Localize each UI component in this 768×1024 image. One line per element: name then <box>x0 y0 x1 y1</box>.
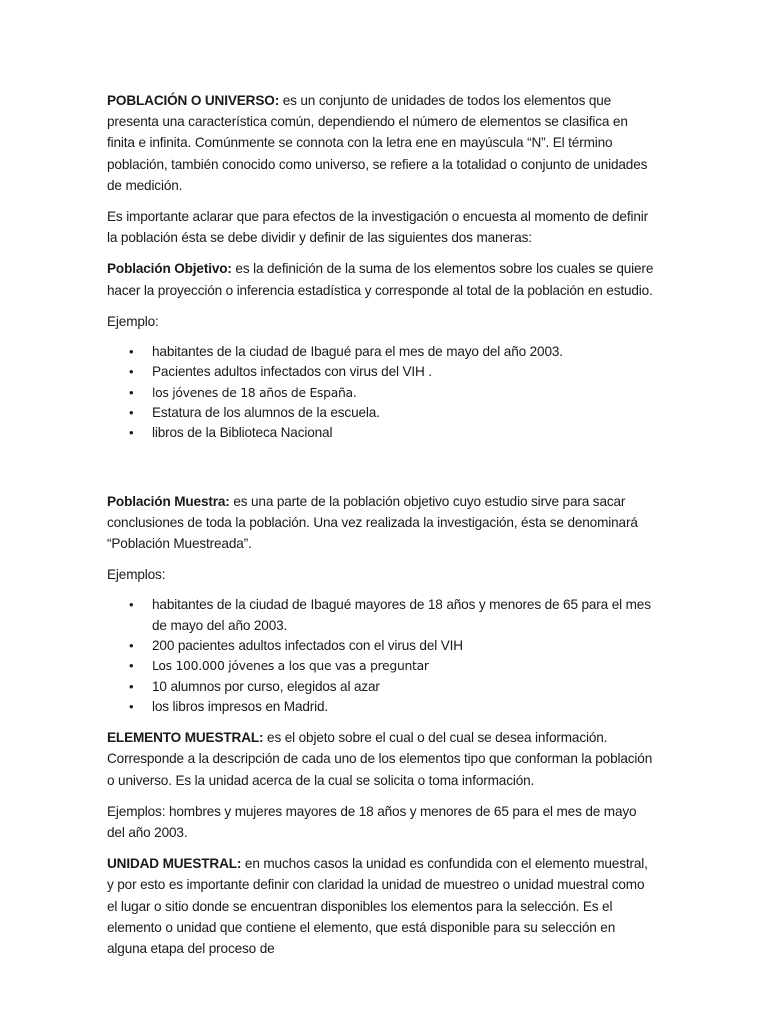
definition-unidad-muestral: en muchos casos la unidad es confundida con el elemento muestral, y por esto es importante definir con claridad la unidad de muestreo o unidad muestral como el lugar o sitio donde se encuentran disponibles los elementos para la selección. Es el elemento o unidad que contiene el elemento, que está disponible para su selección en alguna etapa del proceso de <box>107 856 648 956</box>
bullet-icon: • <box>129 364 134 380</box>
list-item-text: Estatura de los alumnos de la escuela. <box>152 404 380 420</box>
list-item-text: Los 100.000 jóvenes a los que vas a preguntar <box>152 658 429 674</box>
list-item-text: 200 pacientes adultos infectados con el virus del VIH <box>152 637 463 653</box>
list-item <box>107 656 655 676</box>
paragraph-poblacion-universo <box>107 90 655 196</box>
ejemplos-label: Ejemplos: <box>107 567 166 583</box>
paragraph-unidad-muestral <box>107 853 655 959</box>
ejemplo-label: Ejemplo: <box>107 313 159 329</box>
definition-poblacion-universo: es un conjunto de unidades de todos los elementos que presenta una característica común, dependiendo el número de elementos se clasifica en finita e infinita. Comúnmente se connota con la letra ene en mayúscula “N”. El término población, también conocido como universo, se refiere a la totalidad o conjunto de unidades de medición. <box>107 93 648 193</box>
term-poblacion-objetivo: Población Objetivo: <box>107 261 232 277</box>
paragraph-poblacion-muestra <box>107 491 655 555</box>
bullet-icon: • <box>129 637 134 653</box>
list-item <box>107 697 655 717</box>
list-item <box>107 383 655 403</box>
paragraph-poblacion-objetivo <box>107 258 655 300</box>
bullet-icon: • <box>129 678 134 694</box>
list-item <box>107 677 655 697</box>
bullet-icon: • <box>129 698 134 714</box>
bullet-icon: • <box>129 658 134 674</box>
list-item-text: Pacientes adultos infectados con virus del VIH . <box>152 364 432 380</box>
bullet-icon: • <box>129 344 134 360</box>
list-item <box>107 595 655 636</box>
list-item <box>107 636 655 656</box>
bullet-icon: • <box>129 597 134 613</box>
definition-poblacion-muestra: es una parte de la población objetivo cuyo estudio sirve para sacar conclusiones de toda la población. Una vez realizada la investigación, ésta se denominará “Población Muestreada”. <box>107 493 638 551</box>
definition-elemento-muestral: es el objeto sobre el cual o del cual se desea información. Corresponde a la descripción de cada uno de los elementos tipo que conforman la población o universo. Es la unidad acerca de la cual se solicita o toma información. <box>107 730 653 788</box>
term-poblacion-universo: POBLACIÓN O UNIVERSO: <box>107 93 280 108</box>
paragraph-ejemplos: Ejemplos: hombres y mujeres mayores de 18 años y menores de 65 para el mes de mayo del año 2003. <box>107 803 637 840</box>
paragraph-elemento-muestral <box>107 727 655 791</box>
bullet-icon: • <box>129 404 134 420</box>
spacer <box>107 454 655 491</box>
list-item-text: habitantes de la ciudad de Ibagué mayores de 18 años y menores de 65 para el mes de mayo del año 2003. <box>152 597 651 633</box>
list-item-text: 10 alumnos por curso, elegidos al azar <box>152 678 380 694</box>
term-unidad-muestral: UNIDAD MUESTRAL: <box>107 856 242 872</box>
bullet-icon: • <box>129 384 134 400</box>
definition-poblacion-objetivo: es la definición de la suma de los elementos sobre los cuales se quiere hacer la proyección o inferencia estadística y corresponde al total de la población en estudio. <box>107 261 654 298</box>
list-item-text: los libros impresos en Madrid. <box>152 698 329 714</box>
list-item-text: habitantes de la ciudad de Ibagué para el mes de mayo del año 2003. <box>152 344 563 360</box>
paragraph-intro: Es importante aclarar que para efectos de la investigación o encuesta al momento de definir la población ésta se debe dividir y definir de las siguientes dos maneras: <box>107 209 648 246</box>
document-page <box>107 90 655 969</box>
list-item-text: los jóvenes de 18 años de España. <box>152 384 357 400</box>
term-poblacion-muestra: Población Muestra: <box>107 493 230 509</box>
ejemplos-list <box>107 595 655 717</box>
list-item <box>107 403 655 423</box>
list-item-text: libros de la Biblioteca Nacional <box>152 425 333 441</box>
ejemplo-list <box>107 342 655 443</box>
term-elemento-muestral: ELEMENTO MUESTRAL: <box>107 730 264 746</box>
list-item <box>107 362 655 382</box>
list-item <box>107 342 655 362</box>
bullet-icon: • <box>129 425 134 441</box>
list-item <box>107 423 655 443</box>
